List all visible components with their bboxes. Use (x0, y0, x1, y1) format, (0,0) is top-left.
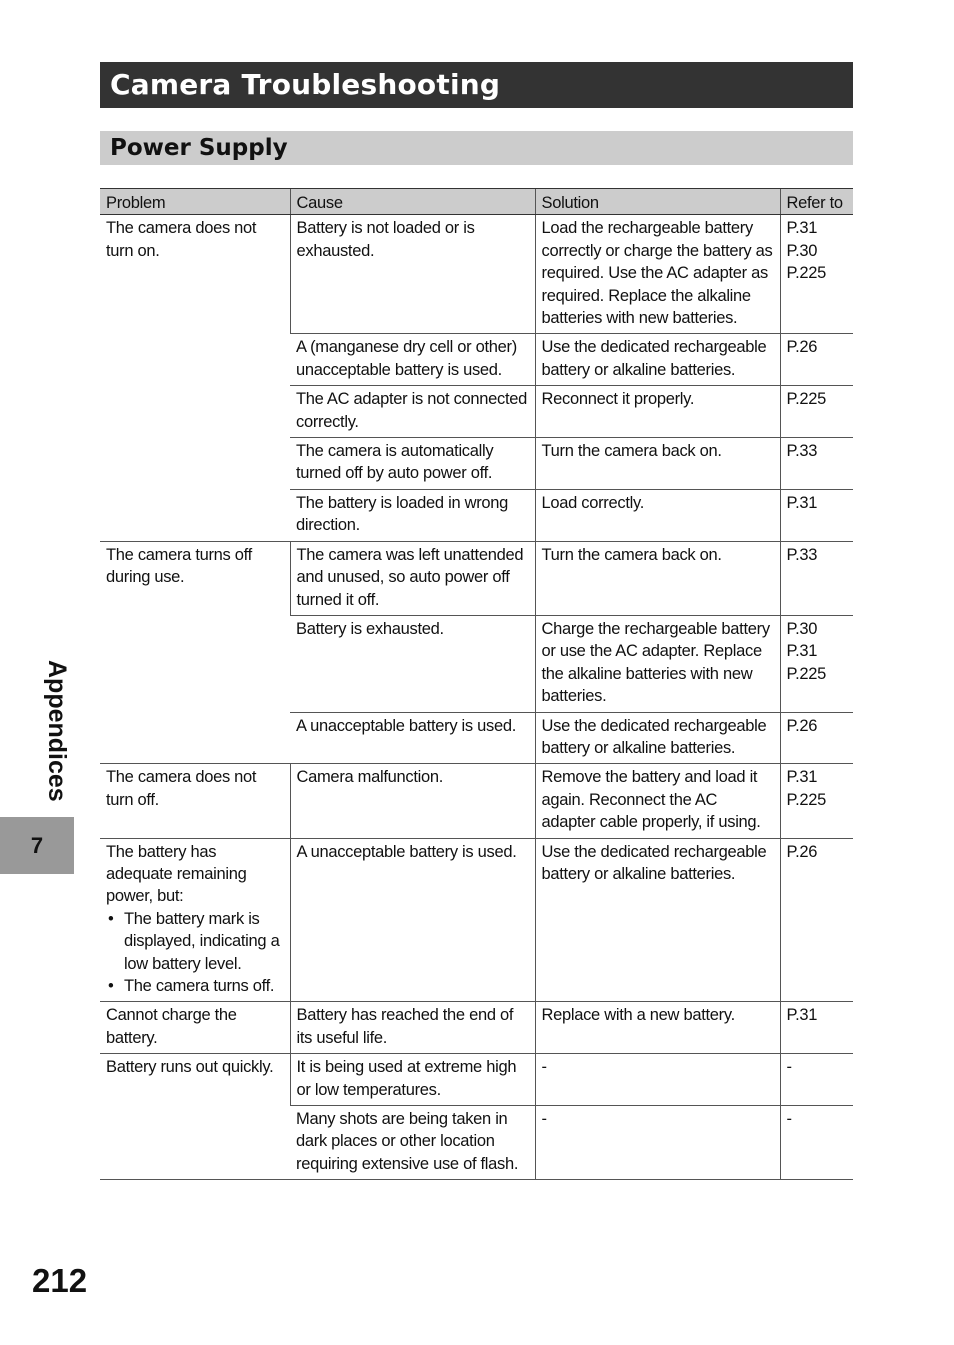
refer-to-cell (780, 838, 853, 1002)
refer-to-cell (780, 1002, 853, 1054)
cause-cell: The battery is loaded in wrong direction. (290, 489, 535, 541)
table-row (100, 838, 853, 1002)
solution-cell: Use the dedicated rechargeable battery or alkaline batteries. (535, 838, 780, 1002)
refer-to-cell (780, 1054, 853, 1106)
refer-to-cell (780, 386, 853, 438)
solution-cell: Reconnect it properly. (535, 386, 780, 438)
page-reference: P.26 (786, 842, 818, 861)
problem-text: Battery runs out quickly. (106, 1058, 274, 1077)
cause-cell: Camera malfunction. (290, 764, 535, 838)
solution-cell: Charge the rechargeable battery or use the AC adapter. Replace the alkaline batteries with new batteries. (535, 615, 780, 712)
cause-cell: Battery is not loaded or is exhausted. (290, 215, 535, 334)
problem-cell (100, 838, 290, 1002)
section-title: Power Supply (100, 131, 853, 165)
side-tab-label: Appendices (43, 660, 71, 802)
problem-text: The camera does not turn on. (106, 219, 257, 260)
problem-bullet-list (106, 908, 284, 998)
refer-to-cell (780, 712, 853, 764)
solution-cell: Remove the battery and load it again. Reconnect the AC adapter cable properly, if using. (535, 764, 780, 838)
page-reference: P.225 (786, 664, 826, 683)
solution-cell: Turn the camera back on. (535, 541, 780, 615)
solution-cell: Use the dedicated rechargeable battery or alkaline batteries. (535, 712, 780, 764)
problem-bullet-item: • The camera turns off. (106, 975, 284, 997)
solution-cell: - (535, 1054, 780, 1106)
page-reference: P.31 (786, 493, 818, 512)
cause-cell: Battery has reached the end of its useful life. (290, 1002, 535, 1054)
solution-cell: - (535, 1106, 780, 1180)
cause-cell: A unacceptable battery is used. (290, 838, 535, 1002)
page-reference: P.30 (786, 619, 818, 638)
troubleshooting-table (100, 188, 853, 1180)
refer-to-cell (780, 489, 853, 541)
page-reference: P.30 (786, 241, 818, 260)
refer-to-cell (780, 764, 853, 838)
solution-cell: Load the rechargeable battery correctly or charge the battery as required. Use the AC adapter as required. Replace the alkaline batteries with new batteries. (535, 215, 780, 334)
refer-to-cell (780, 615, 853, 712)
problem-cell (100, 215, 290, 541)
solution-cell: Replace with a new battery. (535, 1002, 780, 1054)
page-title: Camera Troubleshooting (100, 62, 853, 108)
chapter-tab: 7 (0, 817, 74, 874)
page-reference: - (786, 1110, 792, 1129)
problem-text: Cannot charge the battery. (106, 1006, 237, 1047)
table-row (100, 1002, 853, 1054)
table-body (100, 215, 853, 1180)
column-header-problem: Problem (100, 189, 290, 215)
problem-bullet-item: • The battery mark is displayed, indicating a low battery level. (106, 908, 284, 975)
cause-cell: Many shots are being taken in dark places or other location requiring extensive use of flash. (290, 1106, 535, 1180)
cause-cell: A unacceptable battery is used. (290, 712, 535, 764)
page-reference: P.31 (786, 642, 818, 661)
page-reference: P.26 (786, 338, 818, 357)
problem-cell (100, 1002, 290, 1054)
column-header-cause: Cause (290, 189, 535, 215)
cause-cell: The camera is automatically turned off by auto power off. (290, 438, 535, 490)
table-header-row (100, 189, 853, 215)
refer-to-cell (780, 334, 853, 386)
problem-text: The camera turns off during use. (106, 545, 252, 587)
page-number: 212 (32, 1262, 88, 1299)
problem-cell (100, 541, 290, 764)
page-reference: P.31 (786, 219, 818, 238)
cause-cell: It is being used at extreme high or low temperatures. (290, 1054, 535, 1106)
refer-to-cell (780, 1106, 853, 1180)
page-reference: P.31 (786, 768, 818, 787)
page-reference: P.26 (786, 716, 818, 735)
table-row (100, 1054, 853, 1106)
page-reference: - (786, 1058, 792, 1077)
problem-text: The battery has adequate remaining power, but: (106, 842, 247, 906)
column-header-refer-to: Refer to (780, 189, 853, 215)
solution-cell: Turn the camera back on. (535, 438, 780, 490)
refer-to-cell (780, 438, 853, 490)
page-reference: P.225 (786, 790, 826, 809)
page-reference: P.225 (786, 390, 826, 409)
column-header-solution: Solution (535, 189, 780, 215)
page-reference: P.33 (786, 442, 818, 461)
problem-cell (100, 1054, 290, 1180)
cause-cell: The AC adapter is not connected correctly. (290, 386, 535, 438)
solution-cell: Load correctly. (535, 489, 780, 541)
refer-to-cell (780, 215, 853, 334)
table-row (100, 764, 853, 838)
page-reference: P.33 (786, 545, 818, 564)
problem-text: The camera does not turn off. (106, 768, 257, 809)
page-reference: P.225 (786, 264, 826, 283)
cause-cell: A (manganese dry cell or other) unacceptable battery is used. (290, 334, 535, 386)
table-row (100, 541, 853, 615)
table-row (100, 215, 853, 334)
page-reference: P.31 (786, 1006, 818, 1025)
cause-cell: The camera was left unattended and unused, so auto power off turned it off. (290, 541, 535, 615)
problem-cell (100, 764, 290, 838)
refer-to-cell (780, 541, 853, 615)
solution-cell: Use the dedicated rechargeable battery or alkaline batteries. (535, 334, 780, 386)
cause-cell: Battery is exhausted. (290, 615, 535, 712)
